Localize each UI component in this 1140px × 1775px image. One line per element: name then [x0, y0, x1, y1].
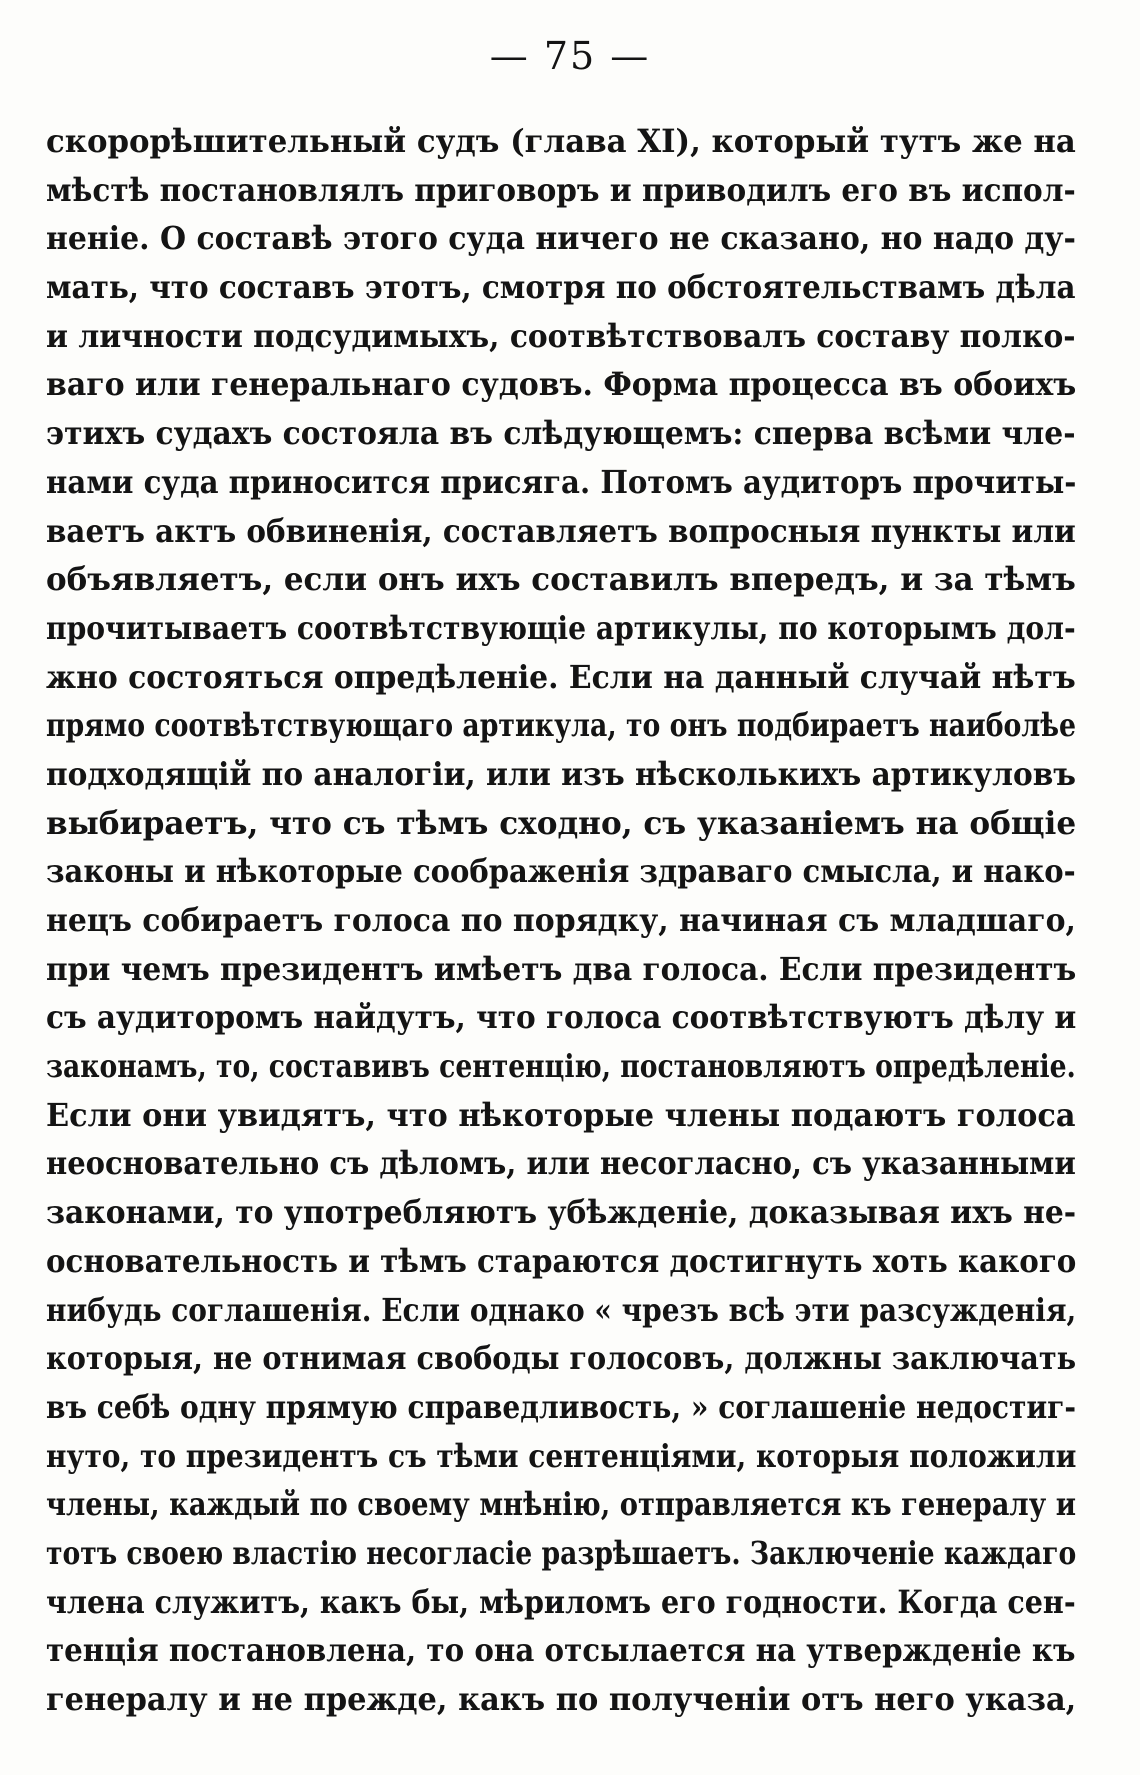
text-line: нуто, то президентъ съ тѣми сентенціями, которыя положили	[46, 1437, 1077, 1475]
text-line: неніе. О составѣ этого суда ничего не сказано, но надо ду-	[46, 220, 1076, 258]
text-line: тенція постановлена, то она отсылается на утвержденіе къ	[46, 1632, 1076, 1670]
text-line: прочитываетъ соотвѣтствующіе артикулы, по которымъ дол-	[46, 609, 1076, 647]
text-line: неосновательно съ дѣломъ, или несогласно, съ указанными	[46, 1145, 1076, 1183]
text-line: мать, что составъ этотъ, смотря по обстоятельствамъ дѣла	[46, 269, 1076, 307]
text-line: жно состояться опредѣленіе. Если на данный случай нѣтъ	[46, 658, 1076, 696]
text-line: при чемъ президентъ имѣетъ два голоса. Если президентъ	[46, 950, 1077, 988]
text-line: члены, каждый по своему мнѣнію, отправляется къ генералу и	[46, 1486, 1077, 1524]
text-line: и личности подсудимыхъ, соотвѣтствовалъ составу полко-	[46, 317, 1076, 355]
text-line: объявляетъ, если онъ ихъ составилъ впередъ, и за тѣмъ	[46, 561, 1076, 599]
text-line: съ аудиторомъ найдутъ, что голоса соотвѣтствуютъ дѣлу и	[46, 999, 1077, 1037]
text-line: законы и нѣкоторые соображенія здраваго смысла, и нако-	[46, 853, 1076, 891]
text-line: тотъ своею властію несогласіе разрѣшаетъ. Заключеніе каждаго	[46, 1534, 1077, 1572]
text-line: подходящій по аналогіи, или изъ нѣсколькихъ артикуловъ	[46, 755, 1076, 793]
text-line: ваетъ актъ обвиненія, составляетъ вопросныя пункты или	[46, 512, 1076, 550]
body-text	[46, 118, 1076, 1725]
text-line: мѣстѣ постановлялъ приговоръ и приводилъ его въ испол-	[46, 171, 1076, 209]
text-line: въ себѣ одну прямую справедливость, » соглашеніе недостиг-	[46, 1388, 1077, 1426]
text-line: нецъ собираетъ голоса по порядку, начиная съ младшаго,	[46, 902, 1076, 939]
text-line: члена служитъ, какъ бы, мѣриломъ его годности. Когда сен-	[46, 1583, 1076, 1621]
text-line: нами суда приносится присяга. Потомъ аудиторъ прочиты-	[46, 463, 1077, 501]
text-line: генералу и не прежде, какъ по полученіи отъ него указа,	[46, 1681, 1077, 1718]
text-line: ваго или генеральнаго судовъ. Форма процесса въ обоихъ	[46, 366, 1077, 404]
text-line: нибудь соглашенія. Если однако « чрезъ всѣ эти разсужденія,	[46, 1291, 1077, 1329]
text-line: законами, то употребляютъ убѣжденіе, доказывая ихъ не-	[46, 1194, 1077, 1232]
text-line: выбираетъ, что съ тѣмъ сходно, съ указаніемъ на общіе	[46, 804, 1077, 842]
text-line: скорорѣшительный судъ (глава XI), который тутъ же на	[46, 123, 1076, 160]
text-line: основательность и тѣмъ стараются достигнуть хоть какого	[46, 1242, 1077, 1280]
text-line: этихъ судахъ состояла въ слѣдующемъ: сперва всѣми чле-	[46, 415, 1076, 453]
text-line: прямо соотвѣтствующаго артикула, то онъ подбираетъ наиболѣе	[46, 707, 1077, 745]
page-number: — 75 —	[489, 34, 651, 78]
text-line: Если они увидятъ, что нѣкоторые члены подаютъ голоса	[46, 1096, 1076, 1134]
text-line: которыя, не отнимая свободы голосовъ, должны заключать	[46, 1340, 1077, 1378]
text-line: законамъ, то, составивъ сентенцію, постановляютъ опредѣленіе.	[46, 1048, 1076, 1086]
